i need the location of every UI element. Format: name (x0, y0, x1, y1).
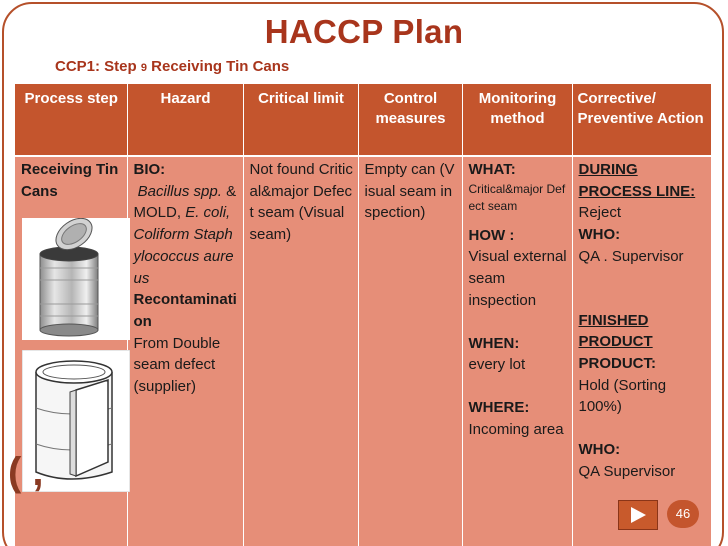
monitoring-how-label: HOW : (468, 226, 515, 244)
hazard-source: From Double seam defect (supplier) (133, 334, 221, 396)
corrective-during-label: DURING PROCESS LINE: (578, 161, 696, 200)
monitoring-where-label: WHERE: (468, 398, 530, 416)
tin-can-open-lid-image (22, 218, 130, 340)
monitoring-what-value: Critical&major Defect seam (468, 181, 566, 213)
corrective-who-label-2: WHO: (578, 441, 621, 459)
corrective-product-label: PRODUCT: (578, 354, 656, 372)
subtitle-prefix: CCP1: Step (55, 58, 141, 75)
header-corrective-action: Corrective/ Preventive Action (572, 84, 711, 156)
header-process-step: Process step (15, 84, 127, 156)
hazard-mold: MOLD, (133, 204, 182, 222)
cell-critical-limit (243, 156, 358, 546)
header-control-measures: Control measures (358, 84, 462, 156)
hazard-organisms-b: E. coli, Coliform Staphylococcus aureus (133, 204, 234, 287)
header-critical-limit: Critical limit (243, 84, 358, 156)
process-step-text: Receiving Tin Cans (21, 161, 119, 200)
monitoring-when-label: WHEN: (468, 334, 520, 352)
monitoring-when-value: every lot (468, 356, 526, 374)
corrective-during (579, 159, 708, 224)
corrective-who-label-1: WHO: (578, 226, 621, 244)
subtitle-step-number: 9 (140, 62, 147, 74)
control-measures-text: Empty can (Visual seam inspection) (364, 161, 455, 222)
critical-limit-text: Not found Critical&major Defect seam (Visual seam) (249, 161, 353, 244)
header-monitoring-method: Monitoring method (462, 84, 572, 156)
slide-title: HACCP Plan (264, 13, 464, 50)
subtitle-suffix: Receiving Tin Cans (146, 58, 290, 75)
hazard-and: & (226, 182, 237, 200)
cell-control-measures (358, 156, 462, 546)
corrective-finished-label: FINISHED PRODUCT (578, 311, 653, 351)
header-hazard: Hazard (127, 84, 243, 156)
page-number-badge: 46 (667, 500, 699, 528)
table-header-row (15, 84, 711, 156)
cell-hazard (127, 156, 243, 546)
corrective-product-action: Hold (Sorting 100%) (578, 376, 667, 416)
hazard-organisms-a: Bacillus spp. (137, 182, 222, 200)
monitoring-where-value: Incoming area (468, 420, 564, 438)
next-slide-button[interactable] (618, 500, 658, 530)
corrective-who-value-2: QA Supervisor (578, 462, 676, 480)
play-arrow-icon (631, 507, 646, 523)
corrective-during-action: Reject (578, 204, 622, 222)
hazard-recontamination: Recontamination (133, 291, 237, 330)
slide-subtitle (55, 58, 289, 75)
monitoring-how-value: Visual external seam inspection (468, 248, 567, 309)
hazard-bio-label: BIO: (133, 161, 166, 178)
edge-text-fragment: ( , (8, 450, 44, 494)
cell-monitoring (462, 156, 572, 546)
corrective-who-value-1: QA . Supervisor (578, 247, 684, 265)
cell-corrective-action (572, 156, 711, 546)
monitoring-what-label: WHAT: (468, 161, 516, 178)
hazard-organisms (134, 181, 239, 290)
